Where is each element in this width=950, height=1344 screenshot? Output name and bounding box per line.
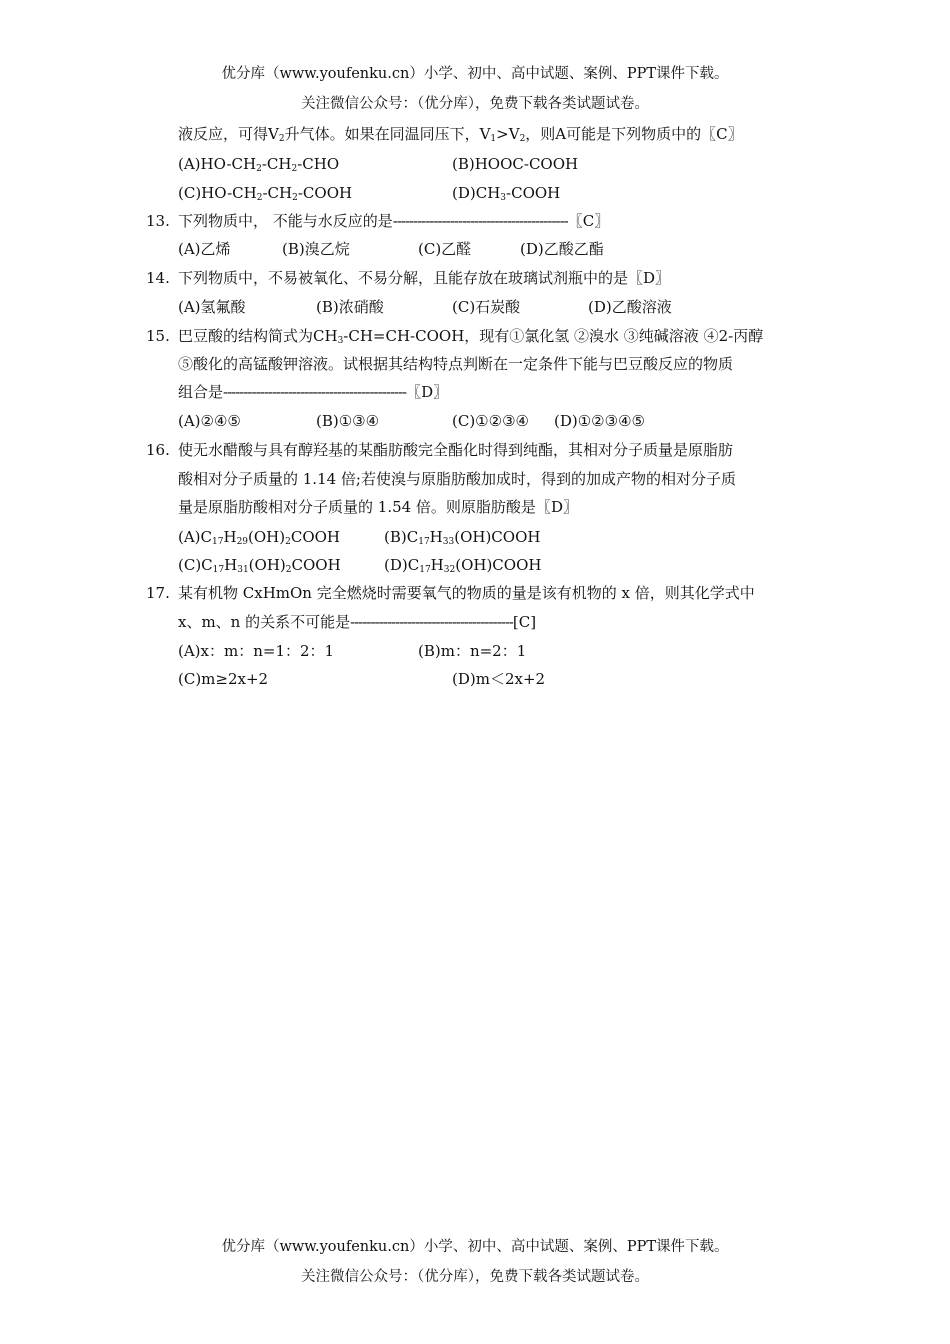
header-line-1: 优分库（www.youfenku.cn）小学、初中、高中试题、案例、PPT课件下载。 bbox=[221, 66, 729, 82]
question-15-line-2: ⑤酸化的高锰酸钾溶液。试根据其结构特点判断在一定条件下能与巴豆酸反应的物质 bbox=[178, 355, 734, 373]
option-c: $(C)HO-CH_2-CH_2$-COOH bbox=[178, 184, 353, 203]
option-d: (D)m＜2x+2 bbox=[452, 670, 546, 688]
option-d: $(D)CH_3$-COOH bbox=[452, 184, 561, 203]
question-15-line-3: 组合是---------------------------------------------〖D〗 bbox=[178, 383, 449, 401]
option-c: $(C)C_{17}H_{31}(OH)_2COOH$ bbox=[178, 556, 341, 575]
option-d: $(D)C_{17}H_{32}(OH)COOH$ bbox=[384, 556, 542, 575]
question-12-continuation: 液反应，可得$V_2$升气体。如果在同温同压下，$V_1>V_2$，则A可能是下列物质中的〖C〗 bbox=[178, 125, 743, 144]
answer: 〖D〗 bbox=[628, 269, 671, 287]
question-number: 17. bbox=[146, 584, 170, 602]
question-16-line-3: 量是原脂肪酸相对分子质量的 1.54 倍。则原脂肪酸是〖D〗 bbox=[178, 498, 578, 516]
option-b: $(B)C_{17}H_{33}(OH)COOH$ bbox=[384, 528, 541, 547]
option-a: $(A)HO-CH_2-CH_2$-CHO bbox=[178, 155, 340, 174]
page-footer bbox=[0, 1236, 950, 1288]
option-b: (B)m：n=2：1 bbox=[418, 642, 527, 660]
option-c: (C)m≥2x+2 bbox=[178, 670, 269, 688]
question-number: 14. bbox=[146, 269, 170, 287]
footer-line-2: 关注微信公众号：（优分库），免费下载各类试题试卷。 bbox=[301, 1269, 649, 1285]
option-a: (A)乙烯 bbox=[178, 240, 231, 258]
option-c: (C)乙醛 bbox=[418, 240, 472, 258]
option-a: (A)x：m：n=1：2：1 bbox=[178, 642, 335, 660]
option-b: (B)①③④ bbox=[316, 412, 380, 430]
answer: [C] bbox=[512, 613, 537, 631]
option-a: (A)氢氟酸 bbox=[178, 298, 246, 316]
question-number: 16. bbox=[146, 441, 170, 459]
option-d: (D)乙酸乙酯 bbox=[520, 240, 604, 258]
answer: 〖D〗 bbox=[406, 383, 449, 401]
option-c: (C)石炭酸 bbox=[452, 298, 521, 316]
option-d: (D)①②③④⑤ bbox=[554, 412, 645, 430]
answer: 〖C〗 bbox=[701, 125, 743, 143]
question-17-line-2: x、m、n 的关系不可能是----------------------------------------[C] bbox=[178, 613, 537, 631]
option-b: (B)浓硝酸 bbox=[316, 298, 384, 316]
option-b: (B)溴乙烷 bbox=[282, 240, 350, 258]
option-c: (C)①②③④ bbox=[452, 412, 529, 430]
question-number: 15. bbox=[146, 327, 170, 345]
question-number: 13. bbox=[146, 212, 170, 230]
answer: 〖C〗 bbox=[567, 212, 610, 230]
answer: 〖D〗 bbox=[535, 498, 578, 516]
option-b: (B)HOOC-COOH bbox=[452, 155, 579, 173]
option-d: (D)乙酸溶液 bbox=[588, 298, 672, 316]
page-header bbox=[0, 63, 950, 115]
footer-line-1: 优分库（www.youfenku.cn）小学、初中、高中试题、案例、PPT课件下载。 bbox=[221, 1239, 729, 1255]
header-line-2: 关注微信公众号：（优分库），免费下载各类试题试卷。 bbox=[301, 96, 649, 112]
option-a: $(A)C_{17}H_{29}(OH)_2COOH$ bbox=[178, 528, 340, 547]
option-a: (A)②④⑤ bbox=[178, 412, 241, 430]
document-page: 优分库（www.youfenku.cn）小学、初中、高中试题、案例、PPT课件下载。 关注微信公众号：（优分库），免费下载各类试题试卷。 液反应，可得$V_2$升气体。如果在同温同压下，$V_1>V_2$，则A可能是下列物质中的〖C〗 $(A)HO-CH_2-CH_2$-CHO (B)HOOC-COOH $(C)HO-CH_2-CH_2$-COOH $(D)CH_3$-COOH 13. 下列物质中， 不能与水反应的是-------------------------------------------〖C〗 (A)乙烯 (B)溴乙烷 (C)乙醛 (D)乙酸乙酯 14. 下列物质中，不易被氧化、不易分解，且能存放在玻璃试剂瓶中的是〖D〗 (A)氢氟酸 (B)浓硝酸 (C)石炭酸 (D)乙酸溶液 15. 巴豆酸的结构简式为$CH_3-CH=CH$-COOH，现有①氯化氢 ②溴水 ③纯碱溶液 ④2-丙醇 ⑤酸化的高锰酸钾溶液。试根据其结构特点判断在一定条件下能与巴豆酸反应的物质 组合是---------------------------------------------〖D〗 (A)②④⑤ (B)①③④ (C)①②③④ (D)①②③④⑤ 16. 使无水醋酸与具有醇羟基的某酯肪酸完全酯化时得到纯酯，其相对分子质量是原脂肪 酸相对分子质量的 1.14 倍;若使溴与原脂肪酸加成时，得到的加成产物的相对分子质 量是原脂肪酸相对分子质量的 1.54 倍。则原脂肪酸是〖D〗 $(A)C_{17}H_{29}(OH)_2COOH$ $(B)C_{17}H_{33}(OH)COOH$ $(C)C_{17}H_{31}(OH)_2COOH$ $(D)C_{17}H_{32}(OH)COOH$ 17. 某有机物 CxHmOn 完全燃烧时需要氧气的物质的量是该有机物的 x 倍，则其化学式中 x、m、n 的关系不可能是----------------------------------------[C] (A)x：m：n=1：2：1 (B)m：n=2：1 (C)m≥2x+2 (D)m＜2x+2 优分库（www.youfenku.cn）小学、初中、高中试题、案例、PPT课件下载。 关注微信公众号：（优分库），免费下载各类试题试卷。 bbox=[0, 0, 950, 1344]
question-16-line-2: 酸相对分子质量的 1.14 倍;若使溴与原脂肪酸加成时，得到的加成产物的相对分子质 bbox=[178, 470, 736, 488]
